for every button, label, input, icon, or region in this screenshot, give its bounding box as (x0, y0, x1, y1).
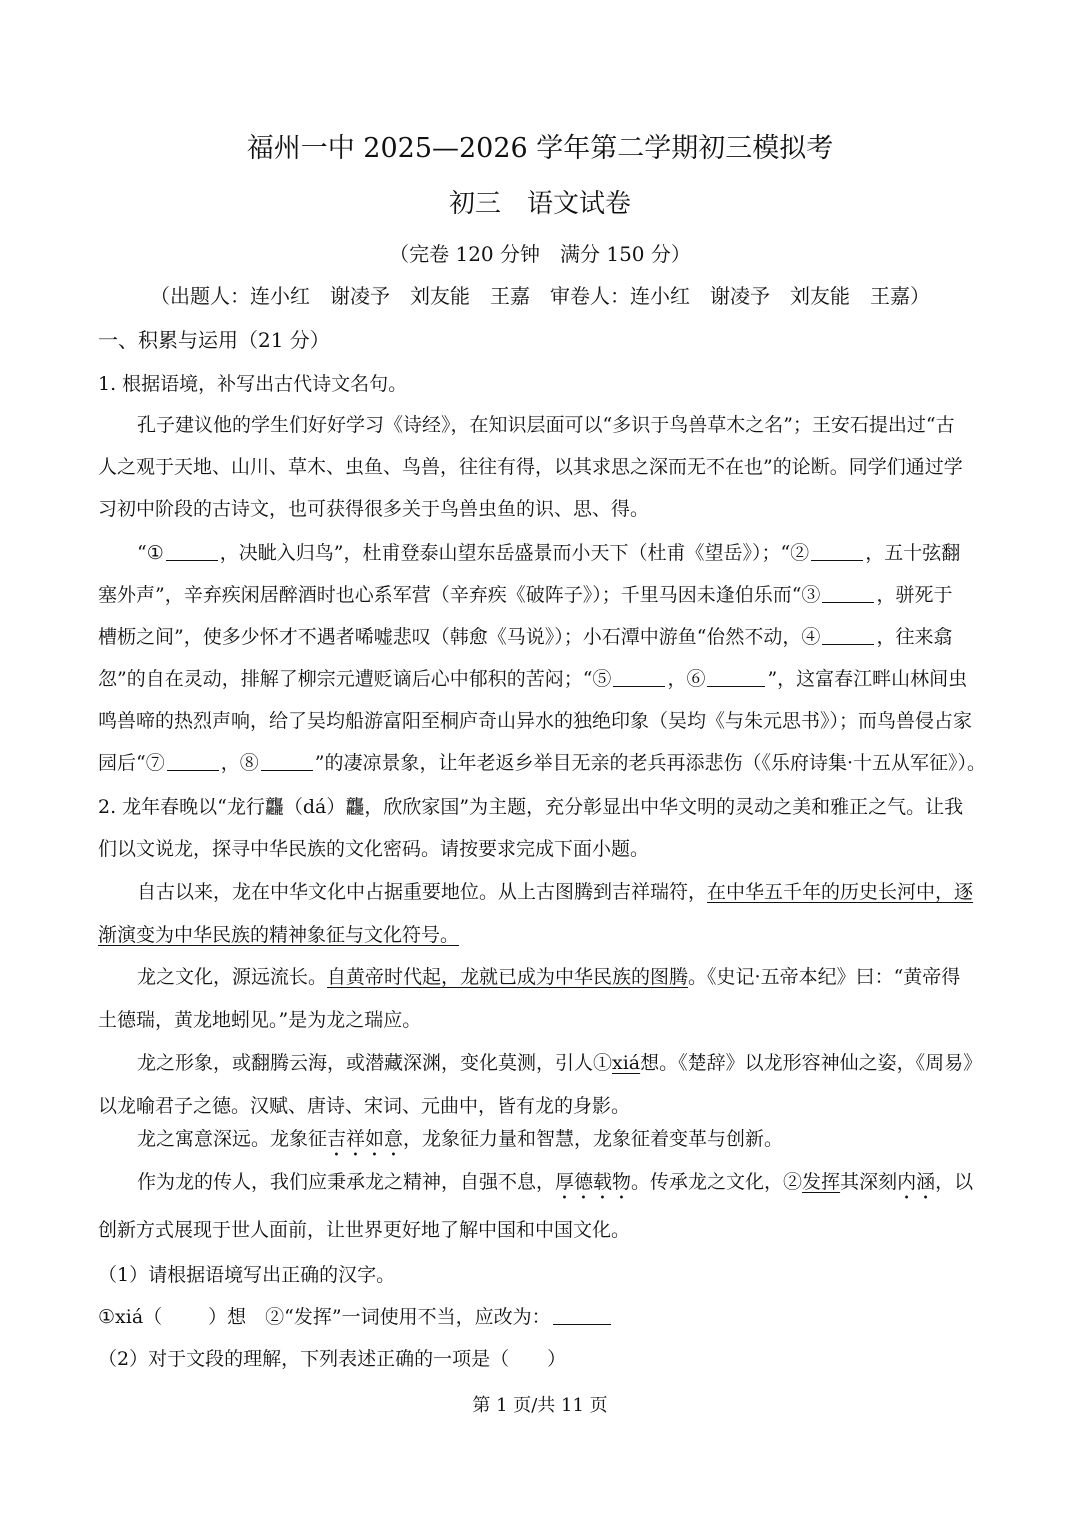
answer-blank-6[interactable] (707, 666, 765, 687)
answer-blank-4[interactable] (822, 624, 874, 645)
q2-paragraph-line (98, 921, 988, 949)
answer-blank-1[interactable] (166, 540, 218, 561)
q1-paragraph-line: 习初中阶段的古诗文，也可获得很多关于鸟兽虫鱼的识、思、得。 (98, 498, 650, 520)
underlined-word: 发挥 (802, 1171, 841, 1193)
underlined-sentence: 自黄帝时代起，龙就已成为中华民族的图腾 (327, 966, 689, 988)
dotted-phrase: 吉祥如意 (327, 1128, 404, 1150)
question-2-prompt: 们以文说龙，探寻中华民族的文化密码。请按要求完成下面小题。 (98, 838, 650, 860)
pinyin-word: xiá (612, 1052, 641, 1074)
q1-fill-line: 忽”的自在灵动，排解了柳宗元遭贬谪后心中郁积的苦闷；“⑤ ，⑥ ”，这富春江畔山林间虫 (98, 668, 968, 690)
answer-blank-7[interactable] (167, 750, 219, 771)
q2-paragraph-line: 龙之寓意深远。龙象征吉祥如意，龙象征力量和智慧，龙象征着变革与创新。 (137, 1128, 784, 1150)
section-heading: 一、积累与运用（21 分） (98, 328, 330, 352)
answer-blank-8[interactable] (261, 750, 313, 771)
q1-fill-line: 塞外声”，辛弃疾闲居醉酒时也心系军营（辛弃疾《破阵子》）；千里马因未逢伯乐而“③ ，骈死于 (98, 584, 953, 606)
underlined-sentence: 在中华五千年的历史长河中，逐 (707, 881, 974, 903)
answer-blank-5[interactable] (613, 666, 665, 687)
answer-blank-word[interactable] (553, 1304, 611, 1325)
q2-paragraph-line: 龙之形象，或翻腾云海，或潜藏深渊，变化莫测，引人①xiá想。《楚辞》以龙形容神仙之姿，《周易》 (137, 1052, 983, 1074)
exam-subtitle: 初三 语文试卷 (448, 189, 631, 219)
q1-fill-line: “① ，决眦入归鸟”，杜甫登泰山望东岳盛景而小天下（杜甫《望岳》）；“② ，五十弦翻 (137, 542, 961, 564)
q2-paragraph-line: 土德瑞，黄龙地蚓见。”是为龙之瑞应。 (98, 1009, 422, 1031)
q2-paragraph-line: 以龙喻君子之德。汉赋、唐诗、宋词、元曲中，皆有龙的身影。 (98, 1095, 631, 1117)
dotted-phrase: 内涵 (897, 1171, 936, 1193)
answer-blank-2[interactable] (811, 540, 863, 561)
q1-fill-line: 鸣兽啼的热烈声响，给了吴均船游富阳至桐庐奇山异水的独绝印象（吴均《与朱元思书》）；而鸟兽侵占家 (98, 710, 973, 732)
page-number: 第 1 页/共 11 页 (472, 1395, 608, 1416)
question-2-prompt: 2. 龙年春晚以“龙行龘（dá）龘，欣欣家国”为主题，充分彰显出中华文明的灵动之美和雅正之气。让我 (98, 796, 964, 818)
sub-question-2: （2）对于文段的理解，下列表述正确的一项是（ ） (98, 1348, 567, 1370)
q1-fill-line: 园后“⑦ ，⑧ ”的凄凉景象，让年老返乡举目无亲的老兵再添悲伤（《乐府诗集·十五从军征》）。 (98, 752, 986, 774)
q1-fill-line: 槽枥之间”，使多少怀才不遇者唏嘘悲叹（韩愈《马说》）；小石潭中游鱼“佁然不动，④ ，往来翕 (98, 626, 953, 648)
q2-paragraph-line: 作为龙的传人，我们应秉承龙之精神，自强不息，厚德载物。传承龙之文化，②发挥其深刻内涵，以 (137, 1171, 974, 1193)
answer-blank-3[interactable] (822, 582, 874, 603)
exam-authors: （出题人：连小红 谢凌予 刘友能 王嘉 审卷人：连小红 谢凌予 刘友能 王嘉） (150, 284, 930, 308)
q2-paragraph-line: 创新方式展现于世人面前，让世界更好地了解中国和中国文化。 (98, 1219, 631, 1241)
sub-question-1-answer: ①xiá（ ）想 ②“发挥”一词使用不当，应改为： (98, 1303, 988, 1331)
exam-duration-score: （完卷 120 分钟 满分 150 分） (389, 242, 691, 266)
q1-paragraph-line: 孔子建议他的学生们好好学习《诗经》，在知识层面可以“多识于鸟兽草木之名”；王安石提出过“古 (137, 414, 955, 436)
underlined-sentence: 渐演变为中华民族的精神象征与文化符号。 (98, 924, 460, 946)
q1-paragraph-line: 人之观于天地、山川、草木、虫鱼、鸟兽，往往有得，以其求思之深而无不在也”的论断。同学们通过学 (98, 456, 963, 478)
dotted-phrase: 厚德载物 (555, 1171, 632, 1193)
q2-paragraph-line: 龙之文化，源远流长。自黄帝时代起，龙就已成为中华民族的图腾。《史记·五帝本纪》曰：“黄帝得 (137, 966, 961, 988)
question-1-prompt: 1. 根据语境，补写出古代诗文名句。 (98, 373, 408, 395)
q2-paragraph-line: 自古以来，龙在中华文化中占据重要地位。从上古图腾到吉祥瑞符，在中华五千年的历史长河中，逐 (137, 881, 974, 903)
exam-title: 福州一中 2025—2026 学年第二学期初三模拟考 (246, 133, 834, 164)
sub-question-1: （1）请根据语境写出正确的汉字。 (98, 1264, 396, 1286)
